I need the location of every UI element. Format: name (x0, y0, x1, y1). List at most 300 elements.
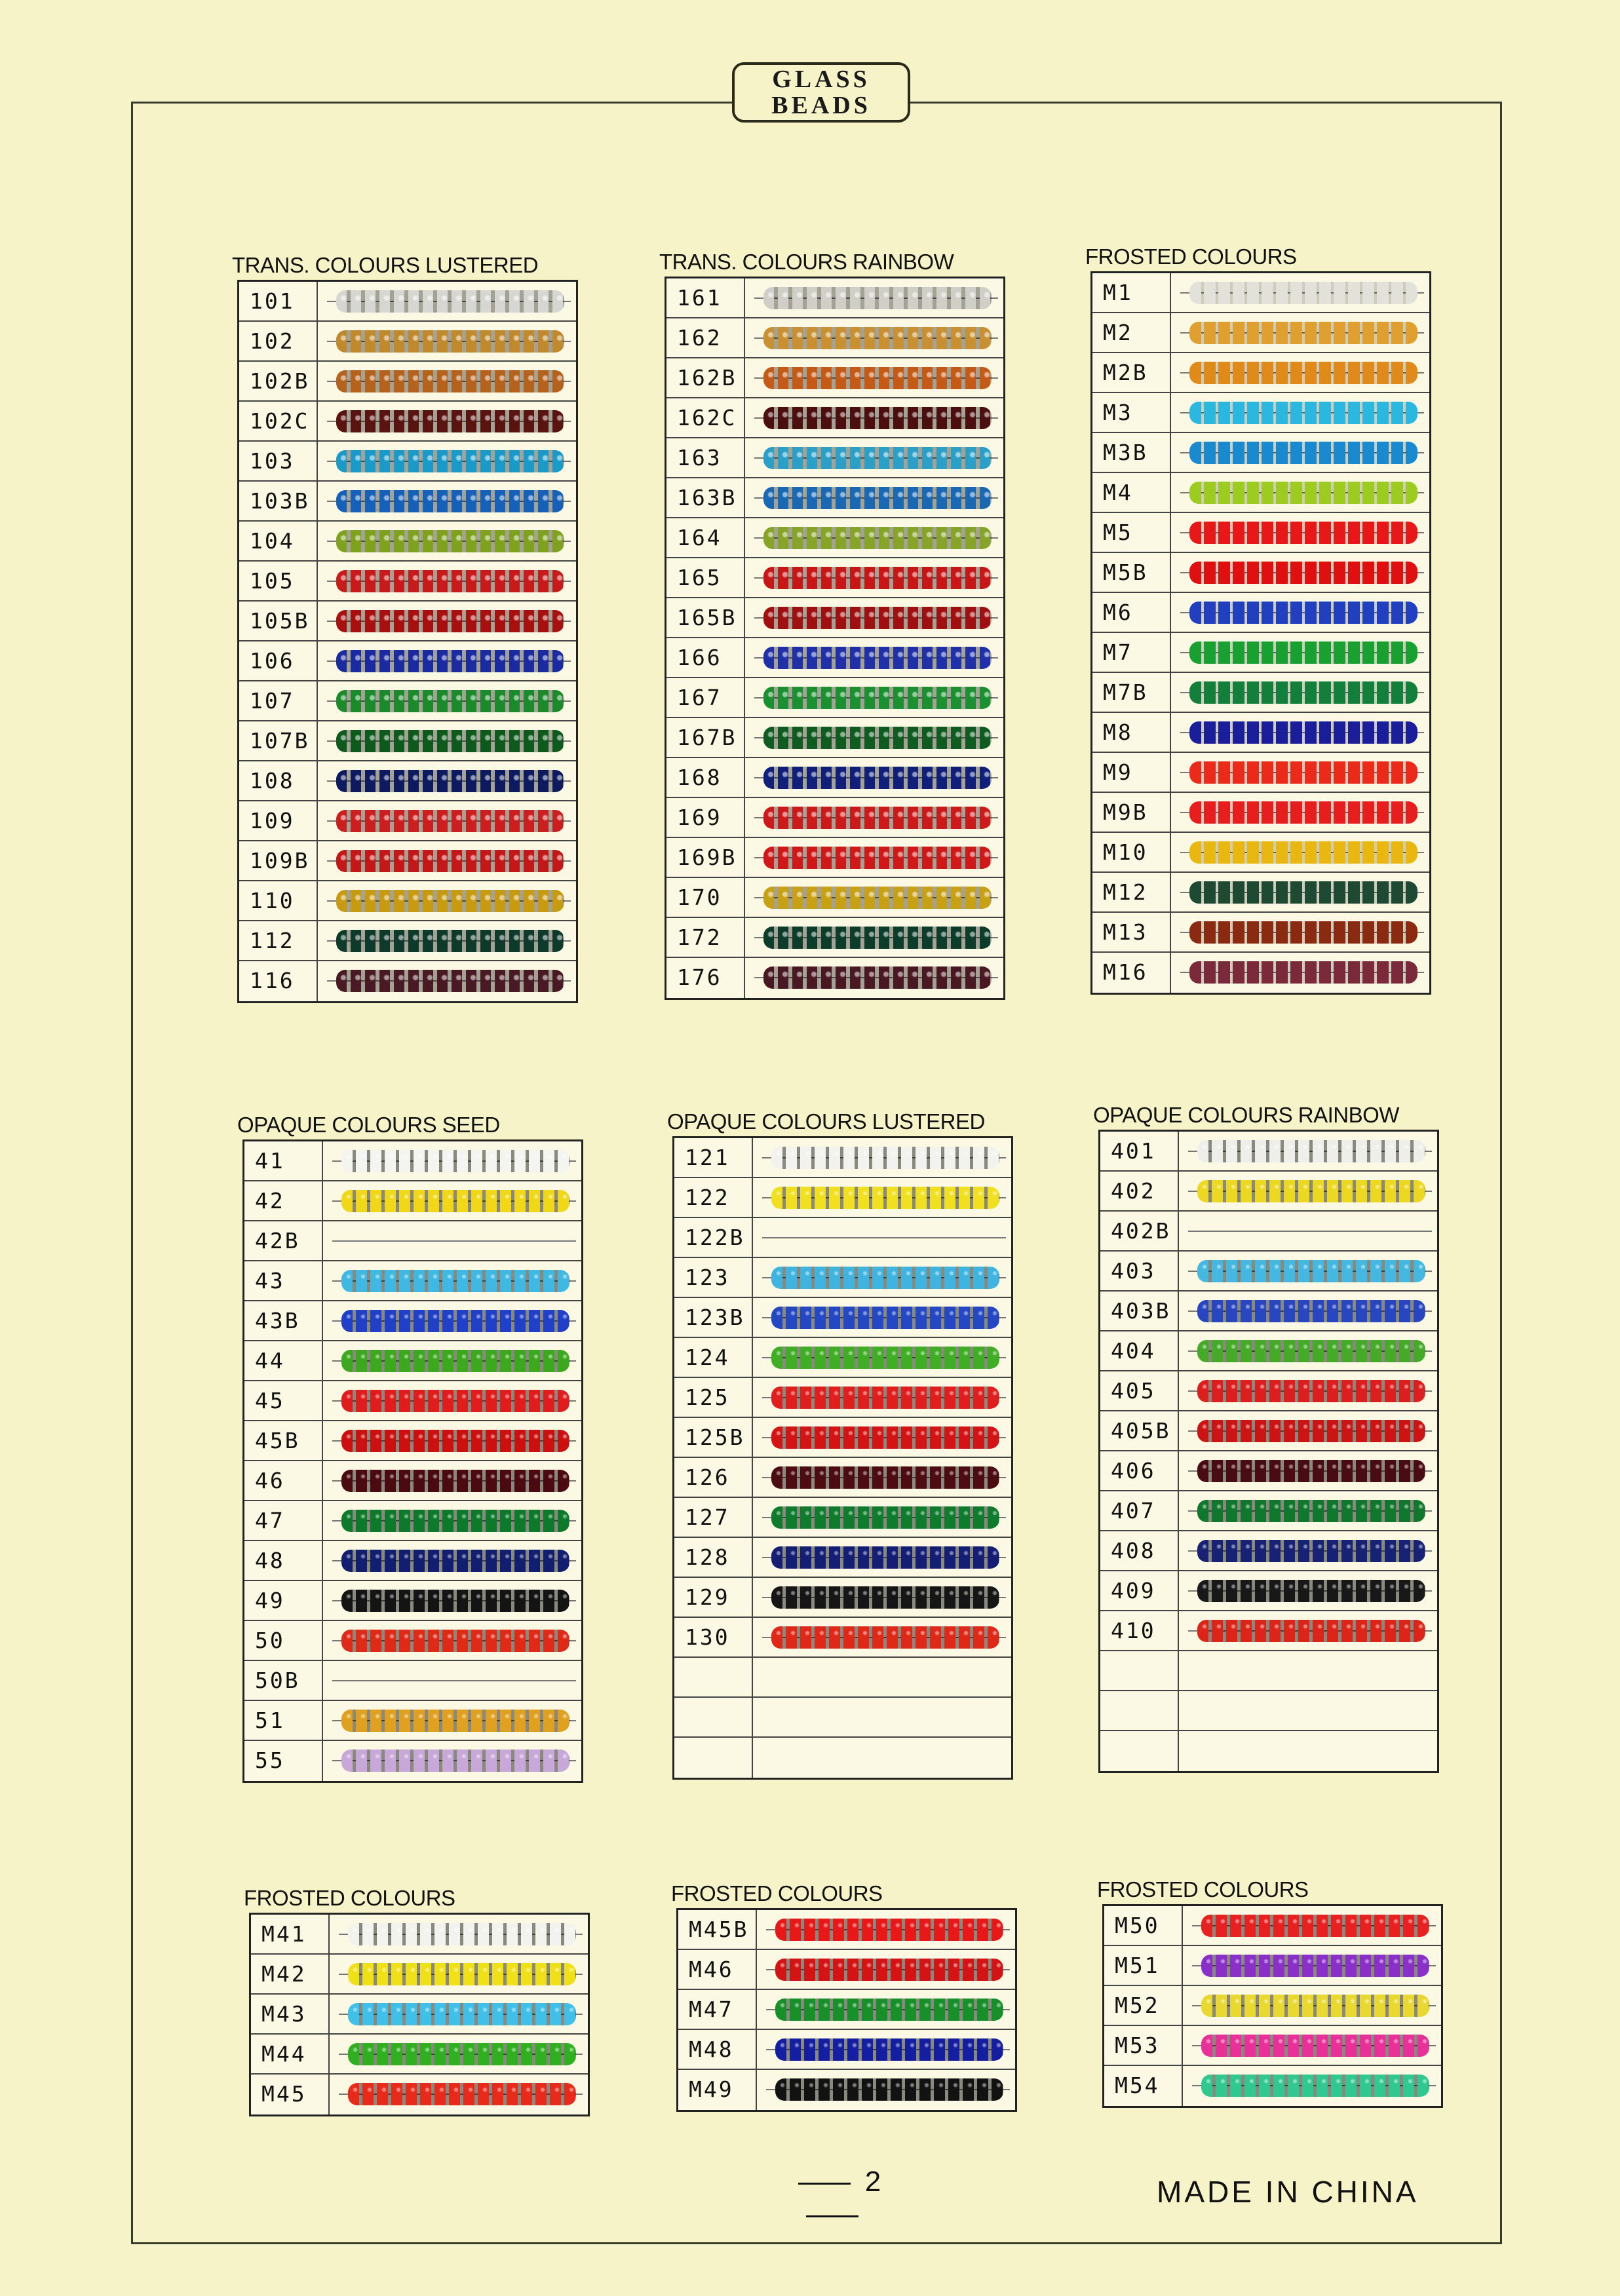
swatch-cell (1183, 2066, 1441, 2106)
bead-swatch (763, 887, 992, 909)
color-code: 43 (244, 1261, 323, 1300)
swatch-cell (318, 442, 576, 480)
color-code: 172 (666, 918, 745, 957)
color-code: 176 (666, 958, 745, 998)
color-code: 123B (674, 1298, 753, 1337)
bead-swatch (336, 810, 564, 832)
swatch-cell (318, 322, 576, 360)
color-row (666, 718, 1003, 758)
bead-swatch (771, 1546, 999, 1569)
color-code: 409 (1100, 1571, 1179, 1610)
swatch-cell (323, 1221, 581, 1260)
color-row (1092, 633, 1429, 673)
swatch-cell (745, 638, 1003, 677)
color-row (1092, 553, 1429, 593)
bead-swatch (336, 890, 564, 912)
bead-swatch (1197, 1420, 1425, 1442)
color-row (239, 801, 576, 841)
bead-swatch (1197, 1260, 1425, 1282)
bead-swatch (336, 530, 564, 552)
color-row (1100, 1611, 1437, 1651)
color-row (1100, 1491, 1437, 1531)
color-row (239, 841, 576, 881)
color-code: 165 (666, 558, 745, 597)
color-code: 101 (239, 282, 318, 320)
bead-swatch (771, 1387, 999, 1409)
swatch-cell (753, 1578, 1011, 1617)
bead-swatch (1189, 761, 1418, 784)
color-row (251, 1955, 588, 1995)
color-row (1100, 1331, 1437, 1371)
bead-swatch (341, 1270, 569, 1292)
swatch-cell (753, 1218, 1011, 1257)
color-code: 407 (1100, 1491, 1179, 1530)
color-row (666, 438, 1003, 478)
color-row (1104, 1986, 1441, 2026)
bead-swatch (771, 1187, 999, 1209)
section-opaque-seed (237, 1111, 583, 1783)
color-row (666, 398, 1003, 438)
color-code: 122B (674, 1218, 753, 1257)
color-row (666, 278, 1003, 318)
swatch-cell (757, 1950, 1015, 1989)
color-code: M52 (1104, 1986, 1183, 2025)
color-row (674, 1418, 1011, 1458)
color-row (244, 1421, 581, 1461)
swatch-cell (323, 1301, 581, 1340)
bead-swatch (1197, 1460, 1425, 1482)
color-row (674, 1298, 1011, 1338)
bead-swatch (763, 607, 992, 629)
bead-swatch (1189, 362, 1418, 384)
swatch-cell (757, 1910, 1015, 1949)
color-row (678, 1990, 1015, 2030)
swatch-cell (1171, 713, 1429, 752)
color-code: M5B (1092, 553, 1171, 592)
bead-swatch (1201, 1995, 1429, 2017)
swatch-cell (1171, 873, 1429, 911)
color-code: M49 (678, 2070, 757, 2110)
section-title: OPAQUE COLOURS RAINBOW (1093, 1103, 1399, 1127)
color-code: 122 (674, 1178, 753, 1217)
color-code: M12 (1092, 873, 1171, 911)
color-row (244, 1301, 581, 1341)
color-code: 402 (1100, 1172, 1179, 1210)
color-row (666, 478, 1003, 518)
swatch-cell (1171, 393, 1429, 432)
color-row (1100, 1691, 1437, 1731)
swatch-cell (1183, 1986, 1441, 2025)
swatch-cell (1171, 513, 1429, 552)
swatch-cell (318, 881, 576, 920)
swatch-cell (745, 318, 1003, 357)
bead-swatch (1189, 322, 1418, 344)
bead-swatch (1189, 801, 1418, 824)
swatch-cell (318, 801, 576, 840)
bead-swatch (775, 1959, 1003, 1981)
color-row (1100, 1172, 1437, 1212)
swatch-cell (1183, 1906, 1441, 1945)
swatch-cell (1171, 913, 1429, 951)
color-row (1092, 433, 1429, 473)
bead-swatch (336, 970, 564, 992)
color-code: 102B (239, 362, 318, 400)
color-code: M44 (251, 2035, 330, 2073)
section-opaque-rainbow (1093, 1101, 1439, 1773)
color-code: M7 (1092, 633, 1171, 672)
color-code: 108 (239, 761, 318, 800)
color-row (674, 1258, 1011, 1298)
swatch-cell (1171, 833, 1429, 871)
color-table (1098, 1130, 1439, 1773)
color-row (244, 1661, 581, 1701)
section-title: FROSTED COLOURS (1085, 244, 1297, 269)
color-row (674, 1378, 1011, 1418)
color-code: M50 (1104, 1906, 1183, 1945)
color-row (1100, 1731, 1437, 1771)
color-code: 110 (239, 881, 318, 920)
color-code: 130 (674, 1618, 753, 1656)
swatch-cell (1179, 1731, 1437, 1771)
bead-swatch (1189, 961, 1418, 984)
color-row (666, 638, 1003, 678)
color-row (239, 961, 576, 1001)
title-badge (732, 62, 910, 123)
title-line-1: GLASS (772, 66, 870, 93)
color-row (244, 1381, 581, 1421)
color-code: 165B (666, 598, 745, 637)
color-code: M54 (1104, 2066, 1183, 2106)
color-row (666, 358, 1003, 398)
bead-swatch (336, 730, 564, 752)
swatch-cell (1179, 1411, 1437, 1450)
bead-swatch (336, 690, 564, 712)
color-row (678, 1950, 1015, 1990)
color-code: 44 (244, 1341, 323, 1380)
swatch-cell (753, 1178, 1011, 1217)
color-row (674, 1178, 1011, 1218)
swatch-cell (745, 918, 1003, 957)
swatch-cell (1171, 473, 1429, 512)
color-code: 162B (666, 358, 745, 397)
color-code: 404 (1100, 1331, 1179, 1370)
bead-swatch (1201, 1915, 1429, 1937)
color-row (244, 1141, 581, 1181)
color-row (1092, 953, 1429, 993)
section-title: FROSTED COLOURS (671, 1881, 883, 1905)
bead-swatch (771, 1307, 999, 1329)
bead-swatch (763, 807, 992, 829)
color-code: 41 (244, 1141, 323, 1180)
swatch-cell (745, 518, 1003, 557)
color-row (678, 2030, 1015, 2070)
color-row (1092, 753, 1429, 793)
swatch-cell (318, 921, 576, 960)
color-row (666, 878, 1003, 918)
color-row (239, 562, 576, 602)
color-row (239, 921, 576, 961)
color-row (666, 838, 1003, 878)
color-row (666, 558, 1003, 598)
color-row (1100, 1132, 1437, 1172)
bead-swatch (1189, 681, 1418, 704)
color-row (244, 1541, 581, 1581)
swatch-cell (1171, 633, 1429, 672)
color-code: 167 (666, 678, 745, 717)
swatch-cell (757, 2070, 1015, 2110)
swatch-cell (757, 2030, 1015, 2069)
section-title: OPAQUE COLOURS SEED (237, 1113, 500, 1137)
swatch-cell (745, 678, 1003, 717)
swatch-cell (753, 1458, 1011, 1497)
color-row (1100, 1451, 1437, 1491)
bead-swatch (341, 1470, 569, 1492)
bead-swatch (763, 647, 992, 669)
swatch-cell (1179, 1571, 1437, 1610)
color-code: 408 (1100, 1531, 1179, 1570)
bead-swatch (1189, 721, 1418, 744)
bead-swatch (348, 2003, 576, 2025)
color-code: M42 (251, 1955, 330, 1993)
bead-swatch (1189, 402, 1418, 424)
color-code: 116 (239, 961, 318, 1001)
color-code: 161 (666, 278, 745, 317)
bead-swatch (763, 847, 992, 869)
bead-swatch (341, 1150, 569, 1172)
color-code: 405B (1100, 1411, 1179, 1450)
bead-swatch (763, 447, 992, 469)
color-table (237, 280, 578, 1003)
swatch-cell (1179, 1611, 1437, 1650)
bead-swatch (336, 490, 564, 512)
bead-swatch (771, 1426, 999, 1449)
color-row (674, 1218, 1011, 1258)
color-code: M47 (678, 1990, 757, 2029)
swatch-cell (318, 641, 576, 680)
bead-strand (762, 1237, 1006, 1238)
swatch-cell (323, 1661, 581, 1700)
swatch-cell (323, 1701, 581, 1740)
color-row (674, 1658, 1011, 1698)
color-code: 170 (666, 878, 745, 917)
bead-swatch (771, 1586, 999, 1609)
color-code: 166 (666, 638, 745, 677)
section-trans-lustered (232, 251, 578, 1003)
color-row (239, 282, 576, 322)
color-code: M45B (678, 1910, 757, 1949)
color-row (244, 1461, 581, 1501)
color-row (1092, 393, 1429, 433)
color-row (239, 881, 576, 921)
swatch-cell (1179, 1331, 1437, 1370)
swatch-cell (753, 1378, 1011, 1417)
color-code (1100, 1651, 1179, 1690)
bead-swatch (763, 567, 992, 589)
bead-swatch (336, 610, 564, 632)
color-row (1100, 1651, 1437, 1691)
swatch-cell (1171, 433, 1429, 472)
bead-swatch (341, 1190, 569, 1212)
bead-swatch (348, 1923, 576, 1945)
color-row (239, 442, 576, 482)
color-code: 162 (666, 318, 745, 357)
bead-swatch (341, 1310, 569, 1332)
color-code: 125B (674, 1418, 753, 1457)
bead-swatch (763, 687, 992, 709)
section-frosted-2 (244, 1884, 590, 2116)
color-row (666, 958, 1003, 998)
swatch-cell (745, 798, 1003, 837)
swatch-cell (1179, 1132, 1437, 1170)
color-code: M2B (1092, 353, 1171, 392)
color-code: 107B (239, 721, 318, 760)
bead-swatch (341, 1710, 569, 1732)
bead-swatch (341, 1630, 569, 1652)
color-table (249, 1913, 590, 2116)
swatch-cell (1171, 793, 1429, 832)
bead-swatch (763, 407, 992, 429)
color-code: M6 (1092, 593, 1171, 632)
bead-swatch (1189, 282, 1418, 304)
color-code: 128 (674, 1538, 753, 1577)
color-row (1100, 1531, 1437, 1571)
color-code: 164 (666, 518, 745, 557)
swatch-cell (745, 478, 1003, 517)
bead-swatch (341, 1550, 569, 1572)
swatch-cell (1179, 1172, 1437, 1210)
bead-swatch (763, 927, 992, 949)
color-row (674, 1618, 1011, 1658)
swatch-cell (745, 838, 1003, 877)
color-code: M51 (1104, 1946, 1183, 1985)
swatch-cell (753, 1418, 1011, 1457)
swatch-cell (330, 1915, 588, 1953)
bead-swatch (763, 487, 992, 509)
color-row (678, 2070, 1015, 2110)
section-title: FROSTED COLOURS (244, 1886, 455, 1910)
color-code: M7B (1092, 673, 1171, 712)
color-code: 410 (1100, 1611, 1179, 1650)
color-code: 169 (666, 798, 745, 837)
bead-swatch (775, 2038, 1003, 2061)
swatch-cell (745, 598, 1003, 637)
color-row (244, 1341, 581, 1381)
color-code: 402B (1100, 1212, 1179, 1250)
swatch-cell (1179, 1252, 1437, 1290)
swatch-cell (323, 1341, 581, 1380)
color-code: M53 (1104, 2026, 1183, 2065)
color-code: 403B (1100, 1292, 1179, 1330)
color-code: 50B (244, 1661, 323, 1700)
color-code: 104 (239, 522, 318, 560)
color-row (674, 1538, 1011, 1578)
bead-swatch (336, 650, 564, 672)
swatch-cell (1179, 1531, 1437, 1570)
color-table (672, 1136, 1013, 1780)
bead-swatch (1189, 562, 1418, 584)
color-code: 126 (674, 1458, 753, 1497)
bead-swatch (336, 370, 564, 392)
bead-swatch (336, 330, 564, 353)
swatch-cell (1171, 673, 1429, 712)
color-code: 125 (674, 1378, 753, 1417)
color-code: 103B (239, 482, 318, 520)
section-title: TRANS. COLOURS LUSTERED (232, 253, 539, 277)
swatch-cell (1179, 1691, 1437, 1730)
color-code: M41 (251, 1915, 330, 1953)
swatch-cell (753, 1258, 1011, 1297)
color-row (239, 402, 576, 442)
color-code: M9 (1092, 753, 1171, 792)
color-row (666, 758, 1003, 798)
color-row (1092, 593, 1429, 633)
swatch-cell (1171, 593, 1429, 632)
section-frosted-3 (671, 1879, 1017, 2112)
color-row (1104, 2066, 1441, 2106)
color-code: 163B (666, 478, 745, 517)
bead-swatch (336, 770, 564, 792)
bead-swatch (763, 727, 992, 749)
swatch-cell (318, 602, 576, 640)
swatch-cell (745, 358, 1003, 397)
color-code: 42B (244, 1221, 323, 1260)
color-code: 167B (666, 718, 745, 757)
color-row (666, 918, 1003, 958)
color-code: 102 (239, 322, 318, 360)
color-code: M13 (1092, 913, 1171, 951)
color-code: 46 (244, 1461, 323, 1500)
page-number: 2 (754, 2166, 911, 2231)
bead-swatch (1197, 1140, 1425, 1162)
bead-swatch (1201, 2075, 1429, 2097)
bead-swatch (763, 287, 992, 309)
swatch-cell (323, 1461, 581, 1500)
swatch-cell (1183, 2026, 1441, 2065)
color-code: 103 (239, 442, 318, 480)
swatch-cell (753, 1338, 1011, 1377)
bead-swatch (336, 850, 564, 872)
swatch-cell (753, 1658, 1011, 1696)
color-row (239, 681, 576, 721)
color-code: 49 (244, 1581, 323, 1620)
swatch-cell (745, 958, 1003, 998)
bead-swatch (341, 1590, 569, 1612)
bead-swatch (348, 2043, 576, 2065)
bead-swatch (1197, 1500, 1425, 1522)
swatch-cell (323, 1501, 581, 1540)
bead-swatch (1197, 1300, 1425, 1322)
color-row (244, 1221, 581, 1261)
swatch-cell (318, 402, 576, 440)
color-code: 42 (244, 1181, 323, 1220)
section-opaque-lustered (667, 1107, 1013, 1780)
bead-swatch (336, 290, 564, 313)
color-row (239, 602, 576, 641)
bead-swatch (1197, 1340, 1425, 1362)
color-code: 121 (674, 1138, 753, 1177)
color-code: 163 (666, 438, 745, 477)
color-code: 169B (666, 838, 745, 877)
swatch-cell (753, 1538, 1011, 1577)
color-row (666, 798, 1003, 838)
color-code: 105 (239, 562, 318, 600)
color-code: M45 (251, 2075, 330, 2114)
color-row (1092, 673, 1429, 713)
color-row (251, 1995, 588, 2035)
bead-swatch (763, 367, 992, 389)
bead-swatch (1189, 482, 1418, 504)
bead-swatch (341, 1510, 569, 1532)
